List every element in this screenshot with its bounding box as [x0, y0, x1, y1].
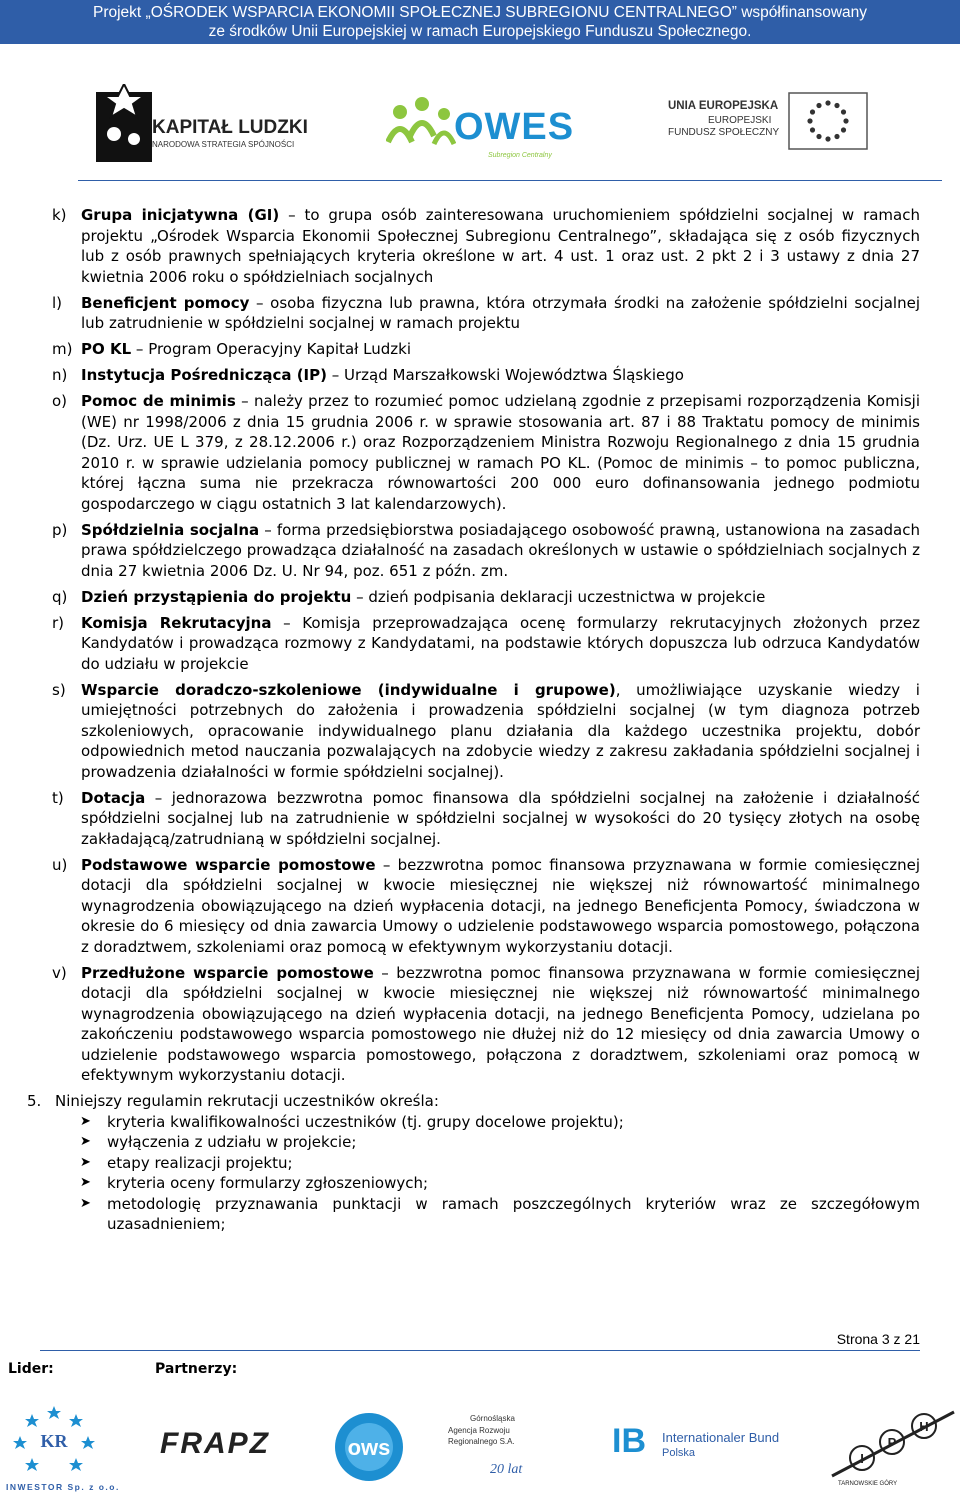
definition-text: – jednorazowa bezzwrotna pomoc finansowa dla spółdzielni socjalnej na założenie i działalność spółdzielni socjalnej lub na zatrudnienie w spółdzielni socjalnej w wysokości do 20 tysięcy złotych na osobę zakładającą/zatrudnianą w spółdzielni socjalnej. — [81, 788, 920, 848]
definition-term: Wsparcie doradczo-szkoleniowe (indywidualne i grupowe) — [81, 680, 616, 699]
definition-letter: p) — [52, 520, 68, 539]
header-divider — [78, 180, 942, 181]
definition-letter: q) — [52, 587, 68, 606]
definition-text: – bezzwrotna pomoc finansowa przyznawana w formie comiesięcznej dotacji dla spółdzielni socjalnej w kwocie miesięcznej nie większej niż równowartość minimalnego wynagrodzenia obowiązującego na dzień wypłacenia dotacji, na jednego Beneficjenta Pomocy, udzielana po zakończeniu podstawowego wsparcia pomostowego nie dłużej niż do 12 miesięcy od dnia zawarcia Umowy o udzielenie podstawowego wsparcia pomostowego, połączona z doradztwem, szkoleniami oraz pomocą w efektywnym wykorzystaniu dotacji. — [81, 963, 920, 1084]
logo-row — [0, 76, 960, 172]
definition-letter: n) — [52, 366, 68, 384]
section-number: 5. — [27, 1092, 42, 1110]
header-line-2: ze środków Unii Europejskiej w ramach Europejskiego Funduszu Społecznego. — [208, 23, 752, 40]
list-item: ➤ kryteria oceny formularzy zgłoszeniowych; — [80, 1174, 429, 1192]
definition-term: Dzień przystąpienia do projektu — [81, 587, 352, 606]
definition-text: – to grupa osób zainteresowana uruchomieniem spółdzielni socjalnej w ramach projektu „Ośrodek Wsparcia Ekonomii Społecznej Subregionu Centralnego”, składająca się z osób fizycznych lub z osób prawnych spełniających kryteria określone w art. 4 ust. 1 oraz ust. 2 pkt 2 i 3 ustawy z dnia 27 kwietnia 2006 roku o spółdzielniach socjalnych — [81, 206, 920, 286]
definition-item — [52, 293, 920, 334]
definition-text: – bezzwrotna pomoc finansowa przyznawana w formie comiesięcznej dotacji dla spółdzielni socjalnej w kwocie miesięcznej nie większej niż równowartość minimalnego wynagrodzenia obowiązującego na dzień wypłacenia dotacji, na jednego Beneficjenta Pomocy, świadczona w okresie do 6 miesięcy od dnia zawarcia Umowy o udzielenie podstawowego wsparcia pomostowego, połączona z doradztwem, szkoleniami oraz pomocą w efektywnym wykorzystaniu dotacji. — [81, 855, 920, 956]
definition-term: Pomoc de minimis — [81, 392, 236, 410]
list-item: ➤ kryteria kwalifikowalności uczestników (tj. grupy docelowe projektu); — [80, 1112, 624, 1131]
definition-text: – Program Operacyjny Kapitał Ludzki — [131, 340, 412, 358]
definition-letter: m) — [52, 340, 73, 358]
ue-line-1: UNIA EUROPEJSKA — [668, 100, 779, 112]
ue-line-3: FUNDUSZ SPOŁECZNY — [668, 127, 780, 138]
definition-term: Spółdzielnia socjalna — [81, 520, 260, 539]
inwestor-logo — [4, 1402, 120, 1494]
footer-divider — [40, 1350, 920, 1351]
page-number: Strona 3 z 21 — [836, 1331, 920, 1347]
eu-flag-icon — [788, 92, 868, 150]
definition-item — [52, 587, 920, 608]
definition-item — [52, 339, 920, 360]
iph-emblem-icon — [828, 1408, 958, 1480]
kapital-ludzki-title: KAPITAŁ LUDZKI — [152, 117, 308, 138]
header-line-1: Projekt „OŚRODEK WSPARCIA EKONOMII SPOŁECZNEJ SUBREGIONU CENTRALNEGO” współfinansowany — [92, 4, 868, 21]
definition-letter: k) — [52, 206, 67, 224]
section-5 — [27, 1091, 920, 1112]
garr-line-2: Agencja Rozwoju — [448, 1426, 510, 1435]
list-item: ➤ etapy realizacji projektu; — [80, 1153, 293, 1172]
definition-item — [52, 365, 920, 386]
garr-logo — [440, 1412, 530, 1492]
internationaler-bund-logo — [612, 1420, 802, 1470]
definition-letter: r) — [52, 613, 65, 632]
definition-term: Komisja Rekrutacyjna — [81, 613, 272, 632]
definition-letter: o) — [52, 392, 68, 410]
definition-term: Przedłużone wsparcie pomostowe — [81, 963, 374, 982]
list-item: ➤ metodologię przyznawania punktacji w ramach poszczególnych kryteriów wraz ze szczegółowym uzasadnieniem; — [80, 1194, 920, 1233]
definition-text: – dzień podpisania deklaracji uczestnictwa w projekcie — [351, 587, 766, 606]
definition-letter: v) — [52, 963, 67, 982]
garr-line-3: Regionalnego S.A. — [448, 1437, 515, 1446]
unia-europejska-logo — [668, 92, 868, 162]
svg-text:KR: KR — [40, 1431, 68, 1451]
garr-line-1: Górnośląska — [470, 1414, 515, 1423]
svg-text:H: H — [919, 1419, 929, 1434]
partners-label: Partnerzy: — [155, 1361, 238, 1377]
svg-text:ows: ows — [347, 1435, 391, 1460]
definition-term: Instytucja Pośrednicząca (IP) — [81, 366, 327, 384]
ib-line-1: Internationaler Bund — [662, 1430, 780, 1445]
definition-letter: s) — [52, 680, 66, 699]
arrow-bullet-icon: ➤ — [80, 1175, 91, 1190]
section-5-list — [80, 1112, 920, 1235]
definition-term: Beneficjent pomocy — [81, 293, 250, 312]
owes-subtitle: Subregion Centralny — [488, 152, 552, 159]
definition-letter: t) — [52, 788, 64, 807]
definition-text: – osoba fizyczna lub prawna, która otrzymała środki na założenie spółdzielni socjalnej lub zatrudnienie w spółdzielni socjalnej w ramach projektu — [81, 293, 920, 332]
arrow-bullet-icon: ➤ — [80, 1154, 91, 1170]
ows-circle-icon — [332, 1410, 406, 1484]
definition-letter: l) — [52, 293, 63, 312]
definition-item — [52, 391, 920, 514]
definition-term: Podstawowe wsparcie pomostowe — [81, 855, 376, 874]
definition-text: – forma przedsiębiorstwa posiadającego osobowość prawną, ustanowiona na zasadach prawa spółdzielczego prowadząca działalność na zasadach określonych w ustawie o spółdzielniach socjalnych z dnia 27 kwietnia 2006 Dz. U. Nr 94, poz. 651 z późn. zm. — [81, 520, 920, 580]
definition-text: , umożliwiające uzyskanie wiedzy i umiejętności potrzebnych do założenia i prowadzenia spółdzielni socjalnej (w tym diagnoza potrzeb szkoleniowych, opracowanie indywidualnego planu działania dla każdego uczestnika projektu, dobór odpowiednich metod nauczania pozwalających na zdobycie wiedzy z zakresu zakładania spółdzielni socjalnej i prowadzenia działalności w formie spółdzielni socjalnej). — [81, 680, 920, 781]
lider-label: Lider: — [8, 1361, 54, 1377]
garr-line-4: 20 lat — [490, 1462, 523, 1477]
ib-mark-icon: IB — [612, 1422, 646, 1460]
kapital-ludzki-subtitle: NARODOWA STRATEGIA SPÓJNOŚCI — [152, 140, 295, 149]
owes-logo — [386, 94, 575, 164]
inwestor-emblem-icon — [4, 1402, 104, 1480]
definition-item — [52, 963, 920, 1086]
definition-term: Grupa inicjatywna (GI) — [81, 206, 280, 224]
inwestor-name: INWESTOR Sp. z o.o. — [6, 1482, 120, 1492]
definition-item — [52, 613, 920, 675]
kapital-ludzki-emblem-icon — [94, 84, 154, 168]
definition-item — [52, 788, 920, 850]
iph-logo — [828, 1408, 958, 1494]
definition-term: PO KL — [81, 340, 132, 358]
definition-term: Dotacja — [81, 788, 146, 807]
svg-text:P: P — [887, 1435, 897, 1450]
ue-line-2: EUROPEJSKI — [708, 115, 772, 126]
svg-text:I: I — [860, 1451, 864, 1466]
header-bar — [0, 0, 960, 44]
definition-text: – Komisja przeprowadzająca ocenę formularzy rekrutacyjnych złożonych przez Kandydatów i prowadząca rozmowy z Kandydatami, na podstawie których dopuszcza lub odrzuca Kandydatów do udziału w projekcie — [81, 613, 921, 673]
definition-item — [52, 680, 920, 783]
iph-subtitle: TARNOWSKIE GÓRY — [838, 1481, 898, 1487]
arrow-bullet-icon: ➤ — [80, 1134, 91, 1149]
owes-wordmark: OWES — [454, 106, 575, 148]
definition-text: – należy przez to rozumieć pomoc udzielaną zgodnie z przepisami rozporządzenia Komisji (WE) nr 1998/2006 z dnia 15 grudnia 2006 r. w sprawie stosowania art. 87 i 88 Traktatu pomocy de minimis (Dz. Urz. UE L 379, z 28.12.2006 r.) oraz Rozporządzeniem Ministra Rozwoju Regionalnego z dnia 15 grudnia 2010 r. w sprawie udzielania pomocy publicznej w ramach PO KL. (Pomoc de minimis – to pomoc publiczna, której łączna suma nie przekracza równowartości 200 000 euro dofinansowania jednego podmiotu gospodarczego w ciągu ostatnich 3 lat kalendarzowych). — [81, 392, 920, 513]
arrow-bullet-icon: ➤ — [80, 1195, 91, 1211]
definition-item — [52, 855, 920, 958]
owes-figures-icon — [386, 94, 456, 154]
frapz-logo: FRAPZ — [160, 1427, 270, 1460]
kapital-ludzki-logo — [94, 84, 324, 168]
owes-partner-logo — [332, 1410, 406, 1488]
definition-letter: u) — [52, 855, 68, 874]
definition-text: – Urząd Marszałkowski Województwa Śląskiego — [326, 366, 684, 384]
document-body — [27, 205, 921, 1235]
ib-line-2: Polska — [662, 1447, 696, 1459]
definition-item — [52, 205, 920, 287]
arrow-bullet-icon: ➤ — [80, 1113, 91, 1129]
section-intro: Niniejszy regulamin rekrutacji uczestników określa: — [55, 1092, 439, 1110]
list-item: ➤ wyłączenia z udziału w projekcie; — [80, 1133, 357, 1151]
definition-item — [52, 520, 920, 582]
